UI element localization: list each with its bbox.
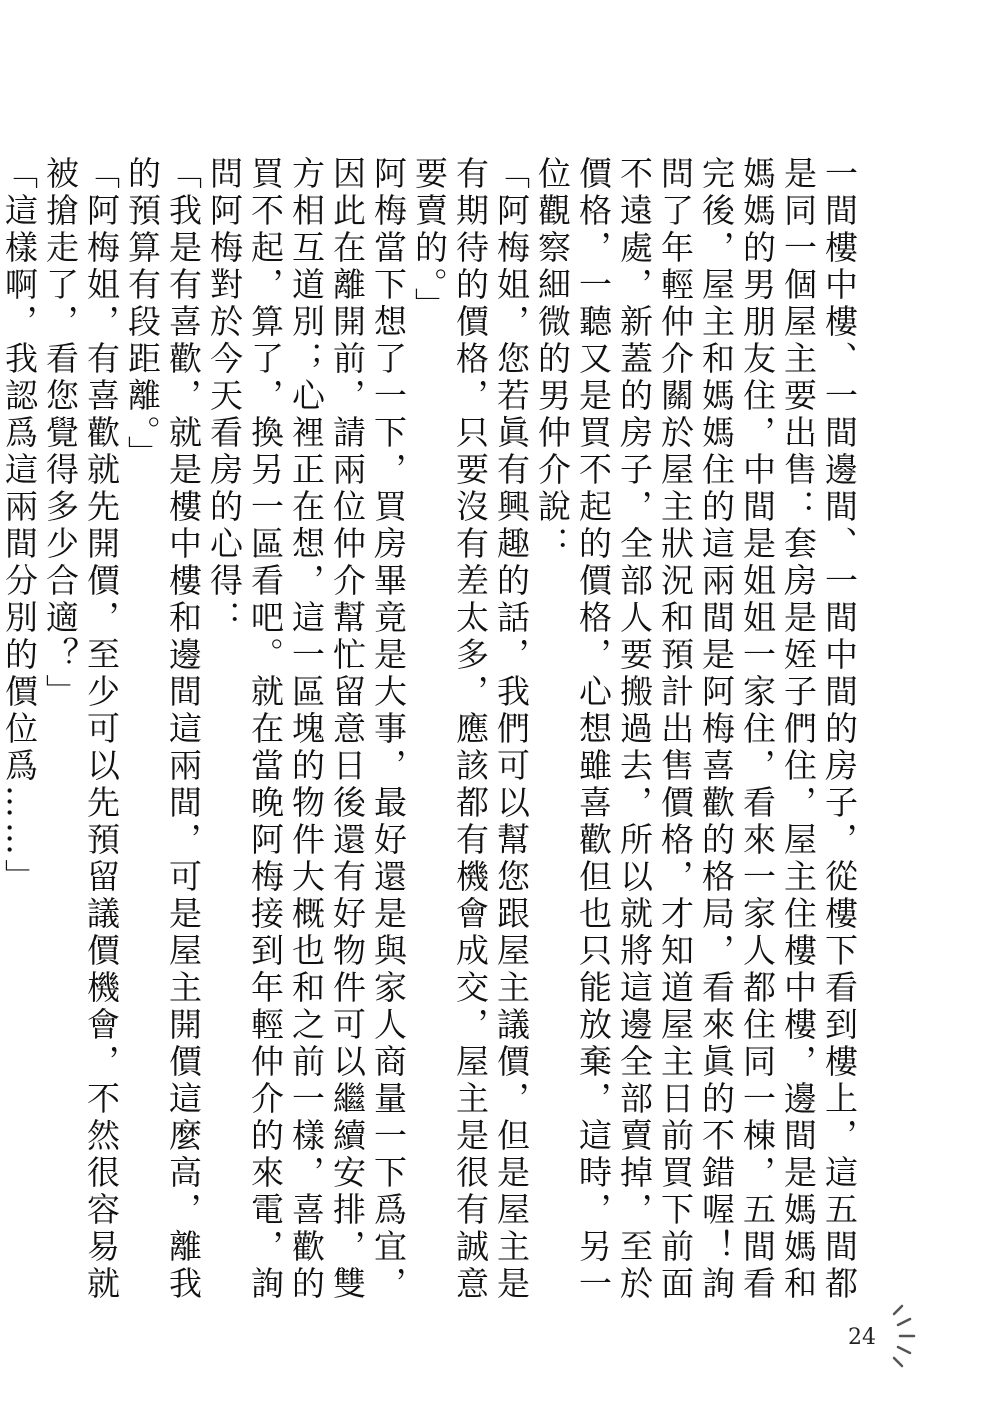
- paragraph-amei-price: 「這樣啊，我認爲這兩間分別的價位爲……」: [0, 156, 39, 896]
- paragraph-agent-question: 「阿梅姐，有喜歡就先開價，至少可以先預留議價機會，不然很容易就被搶走了，看您覺得多少合適？」: [41, 156, 121, 1303]
- page-number: 24: [848, 1325, 876, 1350]
- page-ornament-icon: [884, 1300, 924, 1370]
- paragraph-amei-thinks: 阿梅當下想了一下，買房畢竟是大事，最好還是與家人商量一下爲宜，因此在離開前，請兩位仲介幫忙留意日後還有好物件可以繼續安排，雙方相互道別；心裡正在想，這一區塊的物件大概也和之前一樣，喜歡的買不起，算了，換另一區看吧。就在當晚阿梅接到年輕仲介的來電，詢問阿梅對於今天看房的心得：: [205, 156, 408, 1303]
- paragraph-amei-reply: 「我是有喜歡，就是樓中樓和邊間這兩間，可是屋主開價這麼高，離我的預算有段距離。」: [123, 156, 203, 1303]
- paragraph-house-tour: 一間樓中樓、一間邊間、一間中間的房子，從樓下看到樓上，這五間都是同一個屋主要出售：套房是姪子們住，屋主住樓中樓，邊間是媽媽和媽媽的男朋友住，中間是姐姐一家住，看來一家人都住同一棟，五間看完後，屋主和媽媽住的這兩間是阿梅喜歡的格局，看來眞的不錯喔！詢問了年輕仲介關於屋主狀況和預計出售價格，才知道屋主日前買下前面不遠處，新蓋的房子，全部人要搬過去，所以就將這邊全部賣掉，至於價格，一聽又是買不起的價格，心想雖喜歡但也只能放棄，這時，另一位觀察細微的男仲介說：: [533, 156, 859, 1303]
- vertical-text-body: [0, 156, 860, 1306]
- paragraph-agent-offer: 「阿梅姐，您若眞有興趣的話，我們可以幫您跟屋主議價，但是屋主是有期待的價格，只要沒有差太多，應該都有機會成交，屋主是很有誠意要賣的。」: [410, 156, 531, 1303]
